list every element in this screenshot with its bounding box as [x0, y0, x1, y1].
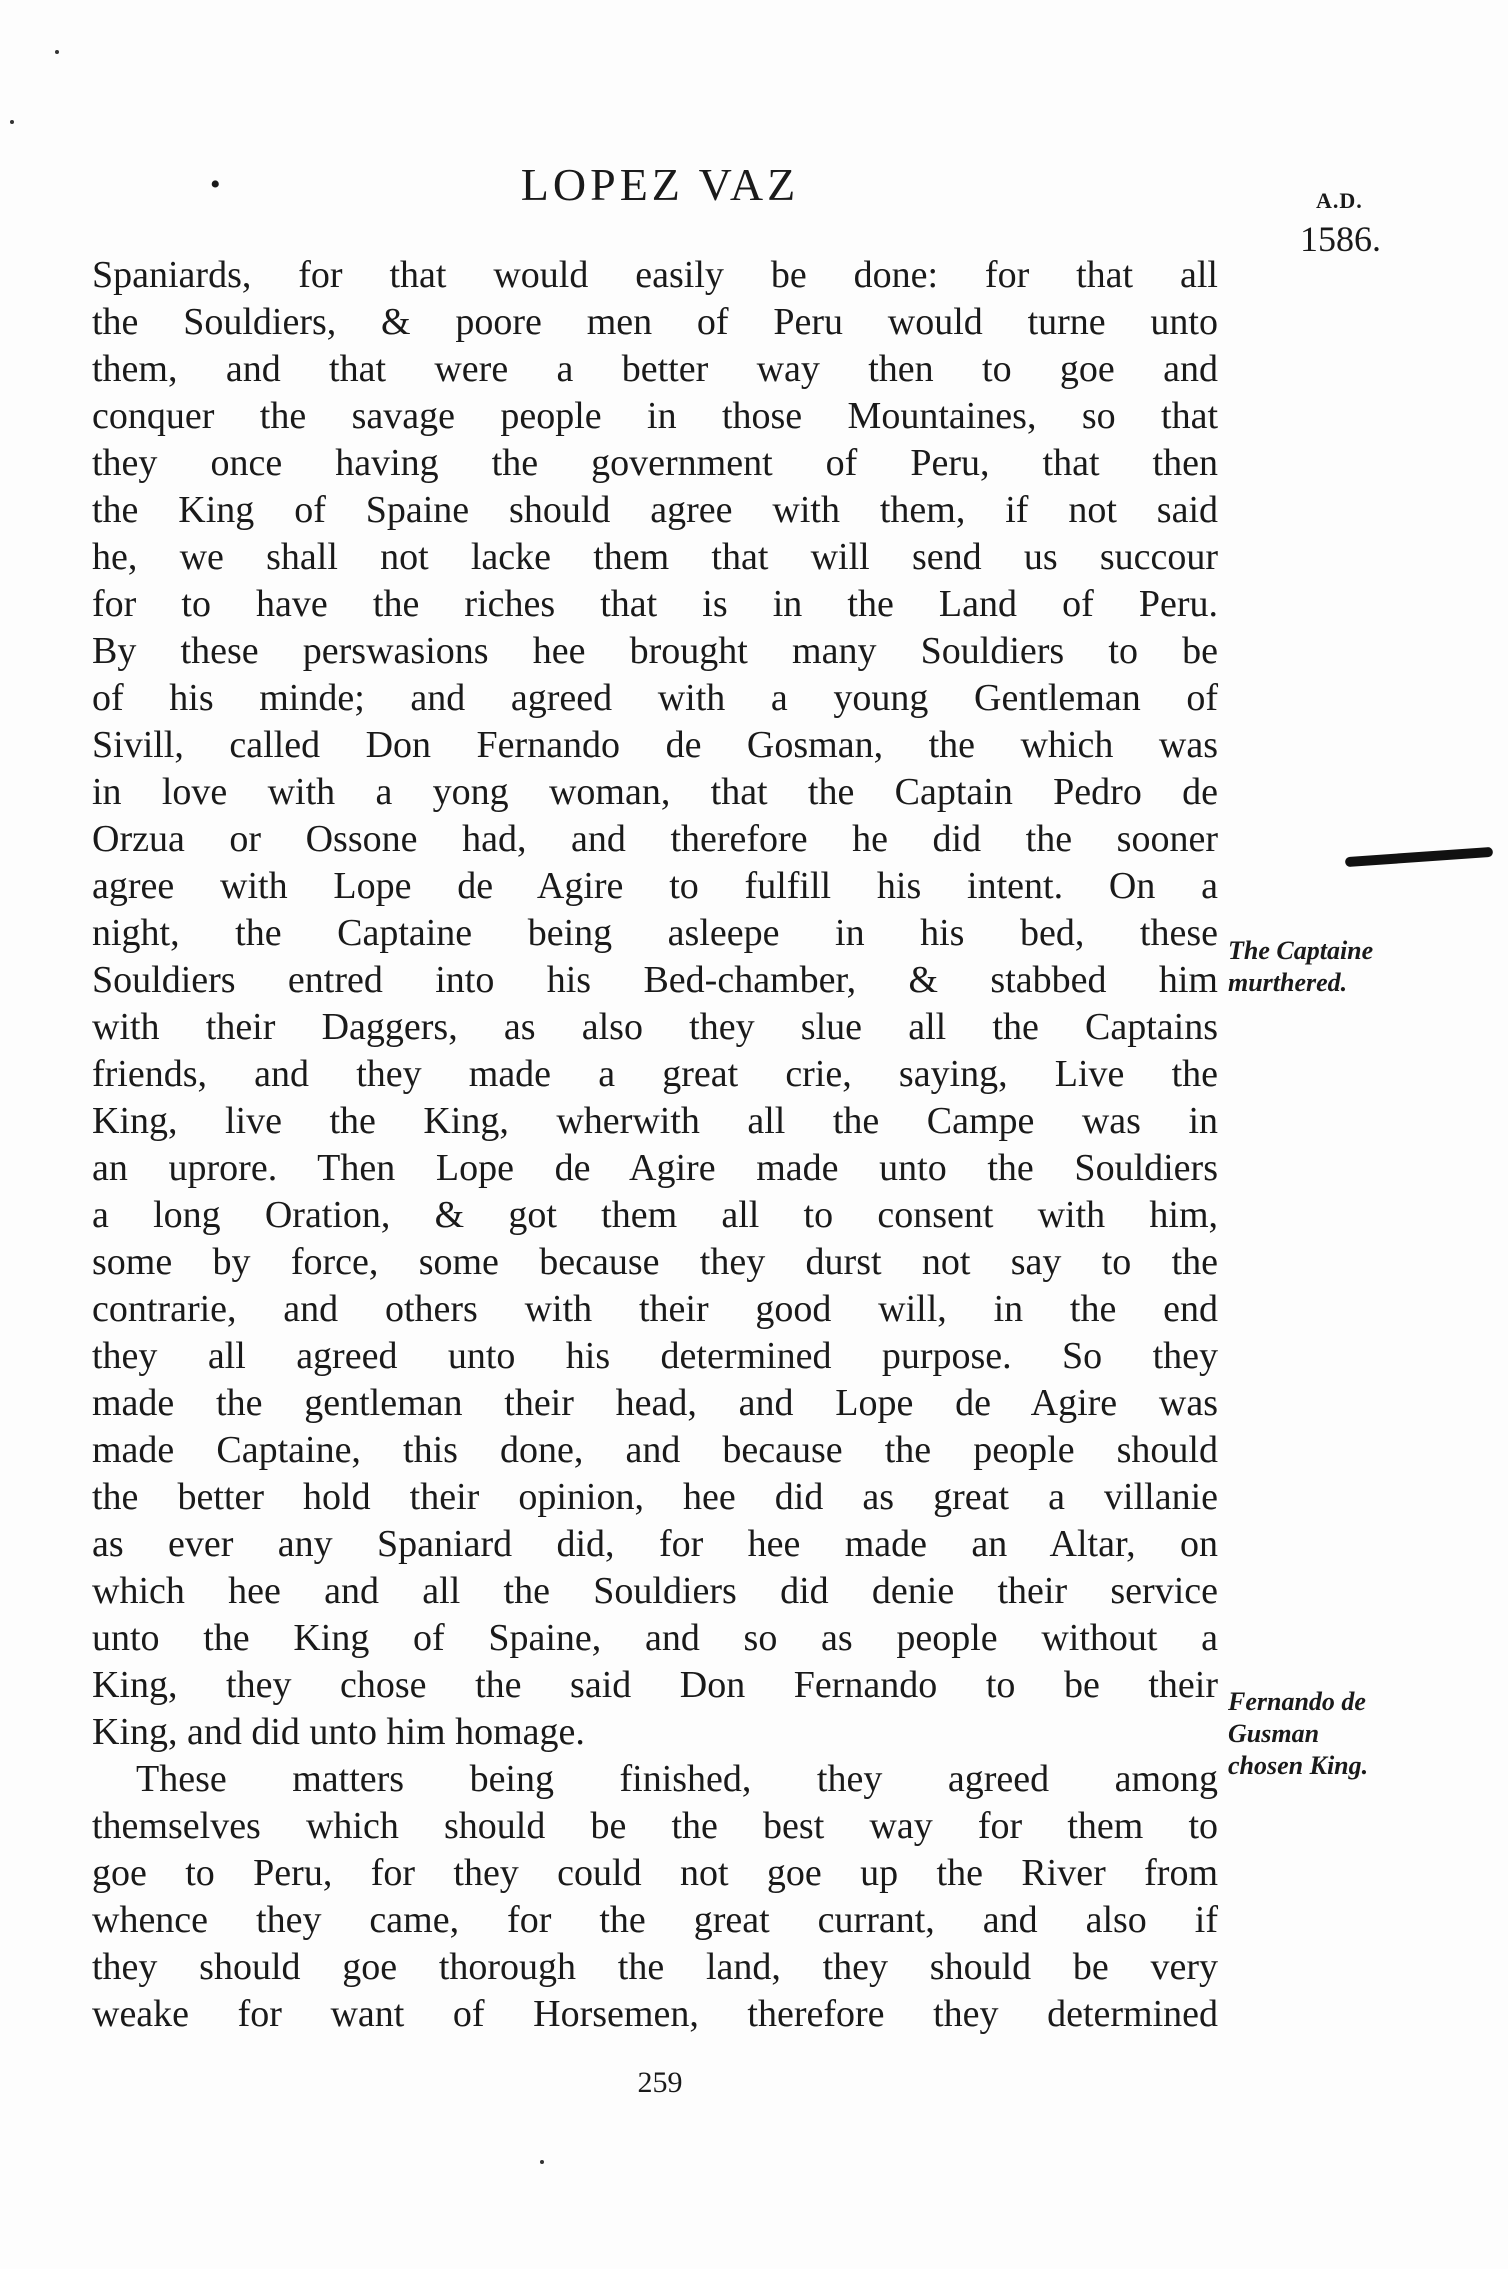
- margin-note-fernando-chosen-king: [1228, 1686, 1368, 1782]
- text-line: Spaniards, for that would easily be done: for that all: [92, 254, 1218, 296]
- text-line: friends, and they made a great crie, saying, Live the: [92, 1053, 1218, 1095]
- ink-mark: [1345, 847, 1493, 867]
- body-text: [92, 252, 1218, 2038]
- page-speck: [540, 2160, 544, 2164]
- text-line: agree with Lope de Agire to fulfill his intent. On a: [92, 865, 1218, 907]
- text-line: themselves which should be the best way for them to: [92, 1805, 1218, 1847]
- margin-note-captaine-murthered: [1228, 935, 1373, 999]
- text-line: for to have the riches that is in the Land of Peru.: [92, 583, 1218, 625]
- text-line: a long Oration, & got them all to consent with him,: [92, 1194, 1218, 1236]
- text-line: which hee and all the Souldiers did denie their service: [92, 1570, 1218, 1612]
- running-head-dot: •: [210, 168, 221, 201]
- text-line: them, and that were a better way then to goe and: [92, 348, 1218, 390]
- text-line: By these perswasions hee brought many Souldiers to be: [92, 630, 1218, 672]
- text-line: These matters being finished, they agreed among: [136, 1758, 1218, 1800]
- text-line: in love with a yong woman, that the Captain Pedro de: [92, 771, 1218, 813]
- text-line: contrarie, and others with their good will, in the end: [92, 1288, 1218, 1330]
- margin-note-line: Gusman: [1228, 1719, 1320, 1748]
- text-line: the Souldiers, & poore men of Peru would turne unto: [92, 301, 1218, 343]
- text-line: he, we shall not lacke them that will send us succour: [92, 536, 1218, 578]
- text-line: some by force, some because they durst not say to the: [92, 1241, 1218, 1283]
- page-speck: [10, 120, 14, 124]
- text-line: the King of Spaine should agree with them, if not said: [92, 489, 1218, 531]
- page-number: 259: [637, 2066, 683, 2099]
- text-line: made Captaine, this done, and because the people should: [92, 1429, 1218, 1471]
- text-line: Souldiers entred into his Bed-chamber, & stabbed him: [92, 959, 1218, 1001]
- text-line: weake for want of Horsemen, therefore they determined: [92, 1993, 1218, 2035]
- text-line: of his minde; and agreed with a young Gentleman of: [92, 677, 1218, 719]
- page-speck: [55, 50, 59, 54]
- text-line: as ever any Spaniard did, for hee made an Altar, on: [92, 1523, 1218, 1565]
- margin-note-line: chosen King.: [1228, 1751, 1369, 1780]
- text-line: conquer the savage people in those Mountaines, so that: [92, 395, 1218, 437]
- margin-note-line: The Captaine: [1228, 936, 1374, 965]
- text-line: King, they chose the said Don Fernando to be their: [92, 1664, 1218, 1706]
- date-label: A.D.: [1316, 188, 1363, 213]
- text-line: whence they came, for the great currant, and also if: [92, 1899, 1218, 1941]
- date-year: 1586.: [1300, 219, 1381, 259]
- text-line: night, the Captaine being asleepe in his bed, these: [92, 912, 1218, 954]
- text-line: Orzua or Ossone had, and therefore he did the sooner: [92, 818, 1218, 860]
- margin-note-line: murthered.: [1228, 968, 1348, 997]
- running-head-title: LOPEZ VAZ: [520, 159, 800, 210]
- text-line: made the gentleman their head, and Lope de Agire was: [92, 1382, 1218, 1424]
- text-line: they all agreed unto his determined purpose. So they: [92, 1335, 1218, 1377]
- text-line: with their Daggers, as also they slue all the Captains: [92, 1006, 1218, 1048]
- margin-note-line: Fernando de: [1228, 1687, 1366, 1716]
- text-line: the better hold their opinion, hee did as great a villanie: [92, 1476, 1218, 1518]
- text-line: Sivill, called Don Fernando de Gosman, the which was: [92, 724, 1218, 766]
- text-line: unto the King of Spaine, and so as people without a: [92, 1617, 1218, 1659]
- text-line: they should goe thorough the land, they should be very: [92, 1946, 1218, 1988]
- text-line: King, and did unto him homage.: [92, 1711, 585, 1753]
- text-line: they once having the government of Peru, that then: [92, 442, 1218, 484]
- text-line: goe to Peru, for they could not goe up the River from: [92, 1852, 1218, 1894]
- text-line: an uprore. Then Lope de Agire made unto the Souldiers: [92, 1147, 1218, 1189]
- text-line: King, live the King, wherwith all the Campe was in: [92, 1100, 1218, 1142]
